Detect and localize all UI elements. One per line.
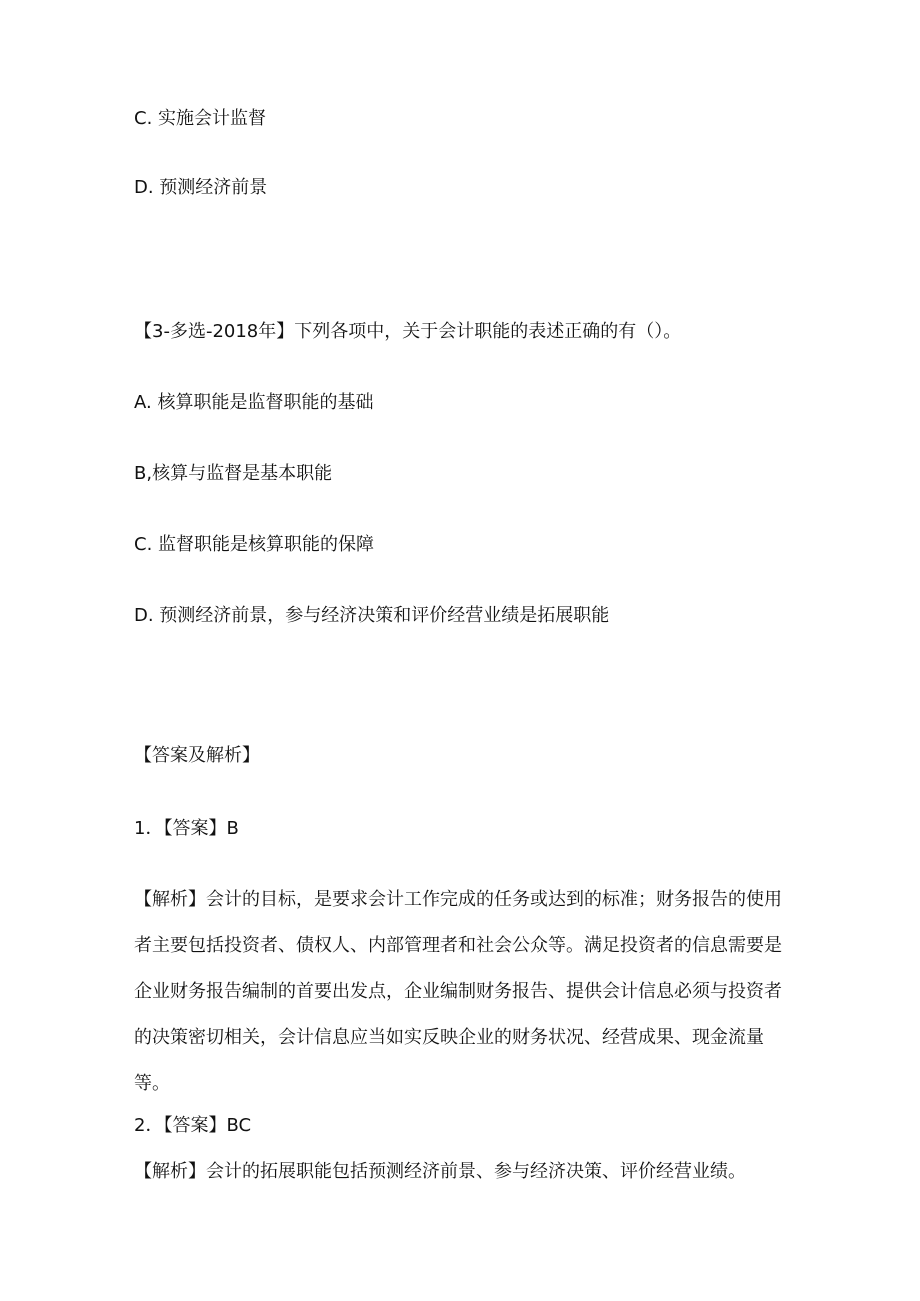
q3-option-a: A. 核算职能是监督职能的基础 (134, 392, 374, 413)
answer-2-label: 2．【答案】BC (134, 1115, 252, 1136)
q3-option-c: C. 监督职能是核算职能的保障 (134, 534, 375, 555)
q2-option-d: D. 预测经济前景 (134, 177, 268, 198)
q3-option-d: D. 预测经济前景，参与经济决策和评价经营业绩是拓展职能 (134, 605, 610, 626)
answers-heading: 【答案及解析】 (134, 745, 260, 766)
q2-option-c: C. 实施会计监督 (134, 108, 267, 129)
q3-option-b: B,核算与监督是基本职能 (134, 463, 333, 484)
q3-stem: 【3-多选-2018年】下列各项中，关于会计职能的表述正确的有（）。 (134, 321, 682, 342)
answer-1-analysis: 【解析】会计的目标，是要求会计工作完成的任务或达到的标准；财务报告的使用者主要包括投资者、债权人、内部管理者和社会公众等。满足投资者的信息需要是企业财务报告编制的首要出发点，企业编制财务报告、提供会计信息必须与投资者的决策密切相关，会计信息应当如实反映企业的财务状况、经营成果、现金流量等。 (134, 889, 782, 1094)
answer-2-analysis: 【解析】会计的拓展职能包括预测经济前景、参与经济决策、评价经营业绩。 (134, 1161, 746, 1182)
answer-1-label: 1．【答案】B (134, 818, 239, 839)
